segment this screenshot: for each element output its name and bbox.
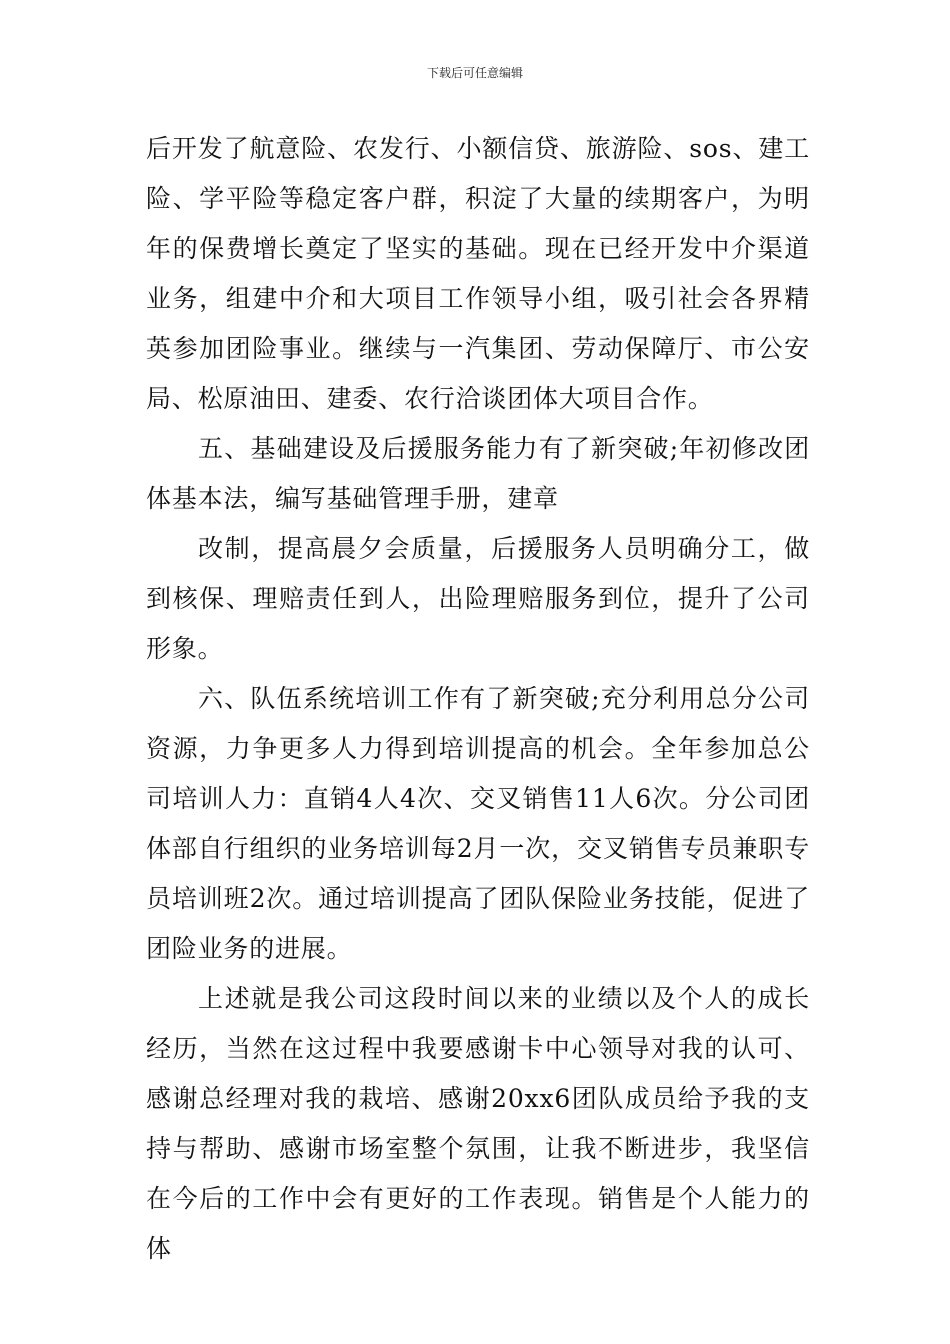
document-body: [146, 124, 810, 1274]
paragraph-section-six: 六、队伍系统培训工作有了新突破;充分利用总分公司资源，力争更多人力得到培训提高的机会。全年参加总公司培训人力：直销4人4次、交叉销售11人6次。分公司团体部自行组织的业务培训每2月一次，交叉销售专员兼职专员培训班2次。通过培训提高了团队保险业务技能，促进了团险业务的进展。: [146, 684, 810, 963]
paragraph-summary: 上述就是我公司这段时间以来的业绩以及个人的成长经历，当然在这过程中我要感谢卡中心领导对我的认可、感谢总经理对我的栽培、感谢20xx6团队成员给予我的支持与帮助、感谢市场室整个氛围，让我不断进步，我坚信在今后的工作中会有更好的工作表现。销售是个人能力的体: [146, 984, 810, 1263]
page-header: 下载后可任意编辑: [426, 66, 523, 80]
paragraph-section-five: 五、基础建设及后援服务能力有了新突破;年初修改团体基本法，编写基础管理手册，建章: [146, 434, 810, 513]
paragraph-reform: 改制，提高晨夕会质量，后援服务人员明确分工，做到核保、理赔责任到人，出险理赔服务到位，提升了公司形象。: [146, 534, 810, 663]
paragraph-continuation: 后开发了航意险、农发行、小额信贷、旅游险、sos、建工险、学平险等稳定客户群，积淀了大量的续期客户，为明年的保费增长奠定了坚实的基础。现在已经开发中介渠道业务，组建中介和大项目工作领导小组，吸引社会各界精英参加团险事业。继续与一汽集团、劳动保障厅、市公安局、松原油田、建委、农行洽谈团体大项目合作。: [146, 134, 810, 413]
